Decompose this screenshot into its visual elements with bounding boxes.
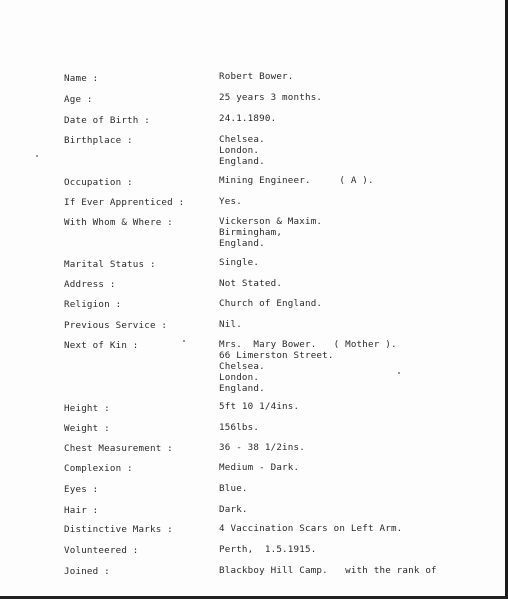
field-value-marital-status: Single. [219,257,260,268]
field-label-complexion: Complexion : [64,463,133,474]
field-label-joined: Joined : [64,566,110,577]
field-label-previous-service: Previous Service : [64,320,168,331]
field-label-volunteered: Volunteered : [64,545,139,556]
scan-speck [398,372,400,374]
field-label-chest-measurement: Chest Measurement : [64,443,173,454]
field-value-distinctive-marks: 4 Vaccination Scars on Left Arm. [219,523,403,534]
scan-speck [36,155,38,157]
field-label-occupation: Occupation : [64,177,133,188]
field-label-birthplace: Birthplace : [64,135,133,146]
field-label-eyes: Eyes : [64,484,99,495]
field-label-age: Age : [64,94,93,105]
field-label-religion: Religion : [64,299,122,310]
field-value-chest-measurement: 36 - 38 1/2ins. [219,442,305,453]
field-label-address: Address : [64,279,116,290]
field-label-name: Name : [64,73,99,84]
field-value-height: 5ft 10 1/4ins. [219,401,300,412]
field-label-marital-status: Marital Status : [64,259,156,270]
scan-speck [183,340,185,342]
field-value-volunteered: Perth, 1.5.1915. [219,544,317,555]
field-value-occupation: Mining Engineer. ( A ). [219,175,374,186]
field-value-previous-service: Nil. [219,319,242,330]
field-label-height: Height : [64,403,110,414]
field-label-hair: Hair : [64,505,99,516]
field-value-age: 25 years 3 months. [219,92,323,103]
field-value-name: Robert Bower. [219,71,294,82]
field-value-apprenticed: Yes. [219,196,242,207]
field-value-weight: 156lbs. [219,422,260,433]
field-value-eyes: Blue. [219,483,248,494]
field-value-hair: Dark. [219,504,248,515]
field-value-with-whom-where: Vickerson & Maxim. Birmingham, England. [219,216,323,249]
field-label-weight: Weight : [64,423,110,434]
field-value-religion: Church of England. [219,298,323,309]
field-value-birthplace: Chelsea. London. England. [219,134,265,167]
field-value-address: Not Stated. [219,278,283,289]
field-value-date-of-birth: 24.1.1890. [219,113,277,124]
field-label-date-of-birth: Date of Birth : [64,115,150,126]
field-value-joined: Blackboy Hill Camp. with the rank of [219,565,437,576]
field-label-next-of-kin: Next of Kin : [64,340,139,351]
field-label-distinctive-marks: Distinctive Marks : [64,524,173,535]
field-label-apprenticed: If Ever Apprenticed : [64,197,185,208]
field-label-with-whom-where: With Whom & Where : [64,217,173,228]
field-value-next-of-kin: Mrs. Mary Bower. ( Mother ). 66 Limerston Street. Chelsea. London. England. [219,339,397,394]
field-value-complexion: Medium - Dark. [219,462,300,473]
